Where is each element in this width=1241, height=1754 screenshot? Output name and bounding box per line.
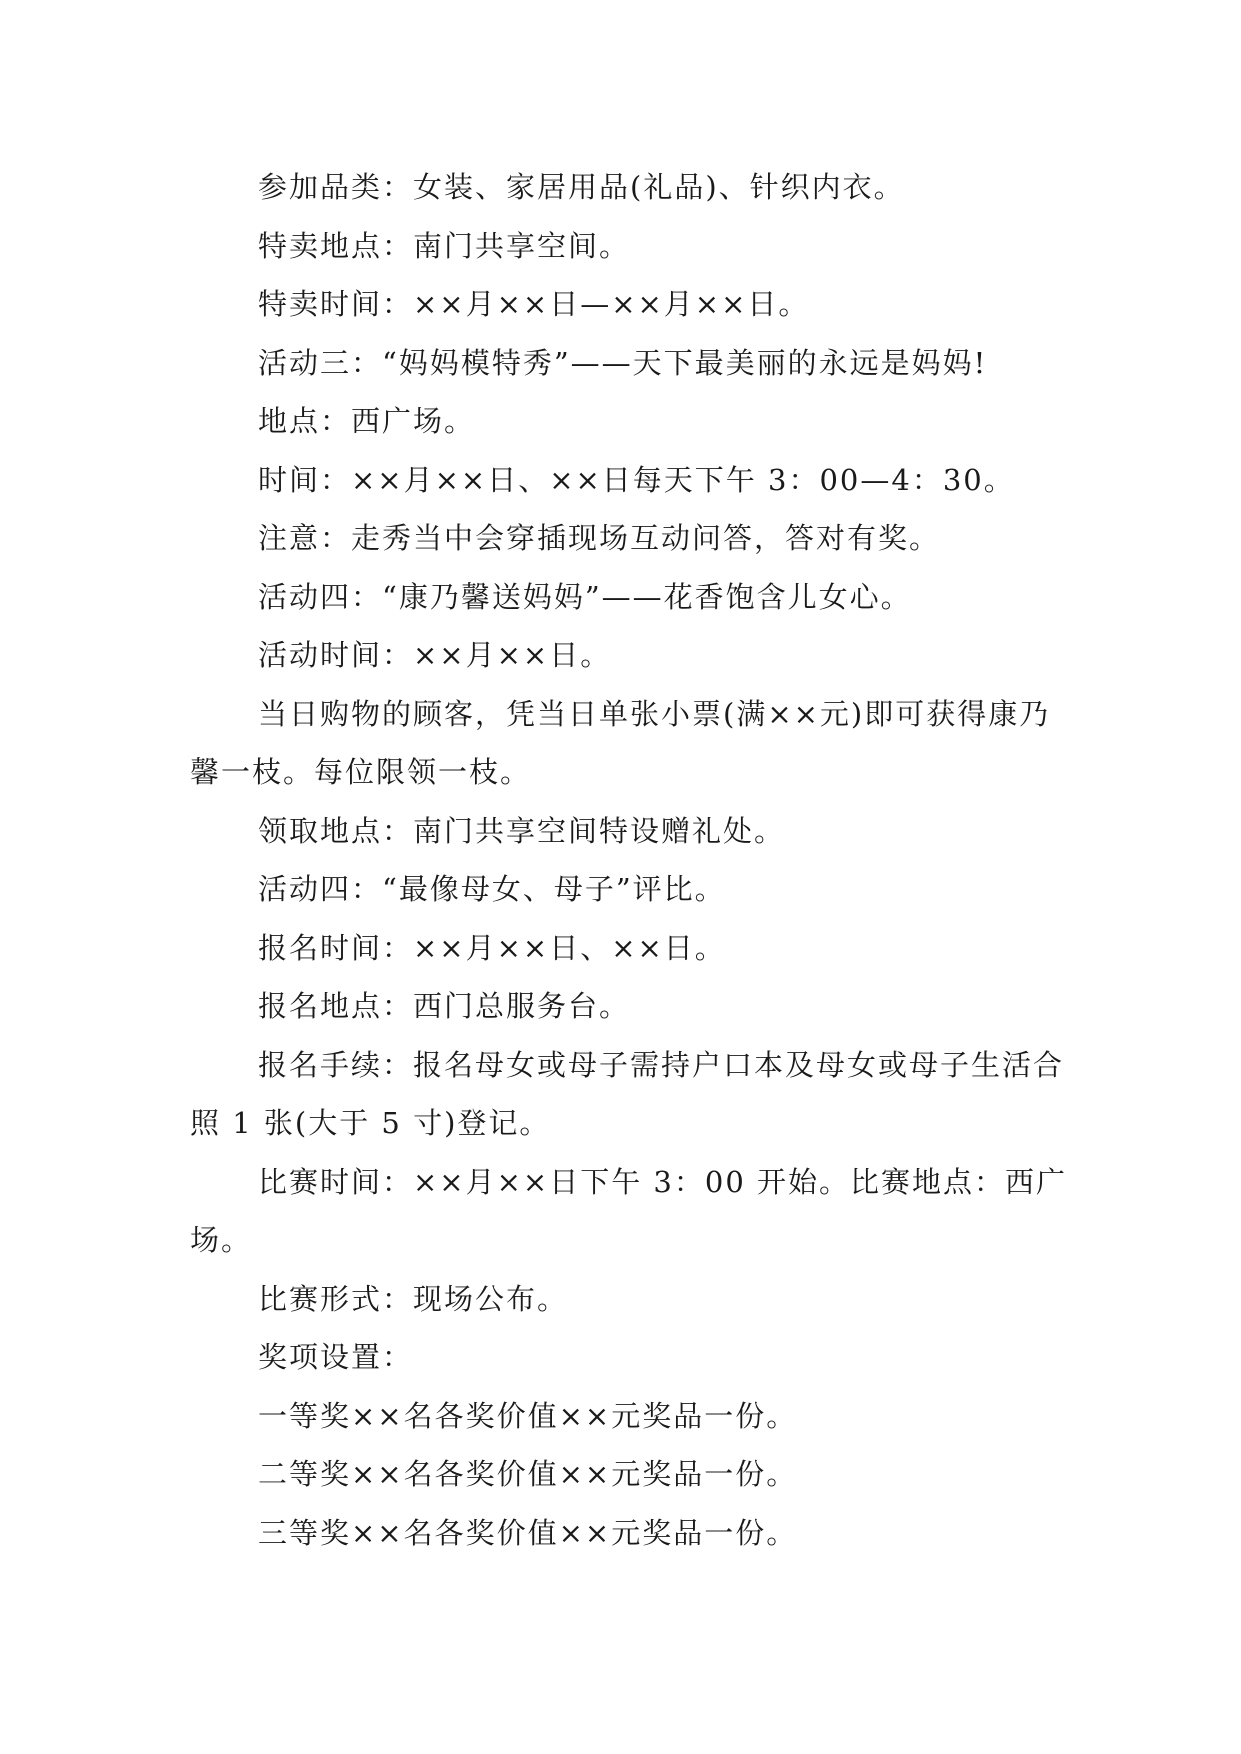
paragraph-activity-four-carnation: 活动四：“康乃馨送妈妈”——花香饱含儿女心。 bbox=[258, 579, 912, 614]
paragraph-signup-location: 报名地点：西门总服务台。 bbox=[258, 989, 631, 1023]
paragraph-sale-location: 特卖地点：南门共享空间。 bbox=[258, 228, 631, 263]
paragraph-third-prize: 三等奖××名各奖价值××元奖品一份。 bbox=[258, 1515, 798, 1550]
paragraph-location: 地点：西广场。 bbox=[258, 404, 476, 438]
paragraph-signup-time: 报名时间：××月××日、××日。 bbox=[258, 930, 726, 965]
paragraph-contest-time: 比赛时间：××月××日下午 3：00 开始。比赛地点：西广场。 bbox=[190, 1164, 1067, 1257]
paragraph-notice: 注意：走秀当中会穿插现场互动问答，答对有奖。 bbox=[258, 521, 941, 555]
paragraph-shopping-gift: 当日购物的顾客，凭当日单张小票(满××元)即可获得康乃馨一枝。每位限领一枝。 bbox=[190, 696, 1051, 789]
document-body bbox=[190, 158, 1070, 1562]
paragraph-activity-three: 活动三：“妈妈模特秀”——天下最美丽的永远是妈妈! bbox=[258, 345, 988, 380]
paragraph-categories: 参加品类：女装、家居用品(礼品)、针织内衣。 bbox=[258, 170, 905, 204]
paragraph-first-prize: 一等奖××名各奖价值××元奖品一份。 bbox=[258, 1398, 798, 1433]
paragraph-signup-procedure: 报名手续：报名母女或母子需持户口本及母女或母子生活合照 1 张(大于 5 寸)登记。 bbox=[190, 1047, 1065, 1140]
paragraph-activity-four-lookalike: 活动四：“最像母女、母子”评比。 bbox=[258, 872, 726, 906]
paragraph-awards-heading: 奖项设置： bbox=[258, 1340, 414, 1374]
paragraph-activity-time: 活动时间：××月××日。 bbox=[258, 638, 612, 672]
paragraph-second-prize: 二等奖××名各奖价值××元奖品一份。 bbox=[258, 1457, 798, 1491]
paragraph-sale-time: 特卖时间：××月××日—××月××日。 bbox=[258, 287, 810, 321]
paragraph-contest-format: 比赛形式：现场公布。 bbox=[258, 1281, 569, 1316]
paragraph-pickup-location: 领取地点：南门共享空间特设赠礼处。 bbox=[258, 813, 786, 848]
paragraph-time: 时间：××月××日、××日每天下午 3：00—4：30。 bbox=[258, 462, 1015, 497]
